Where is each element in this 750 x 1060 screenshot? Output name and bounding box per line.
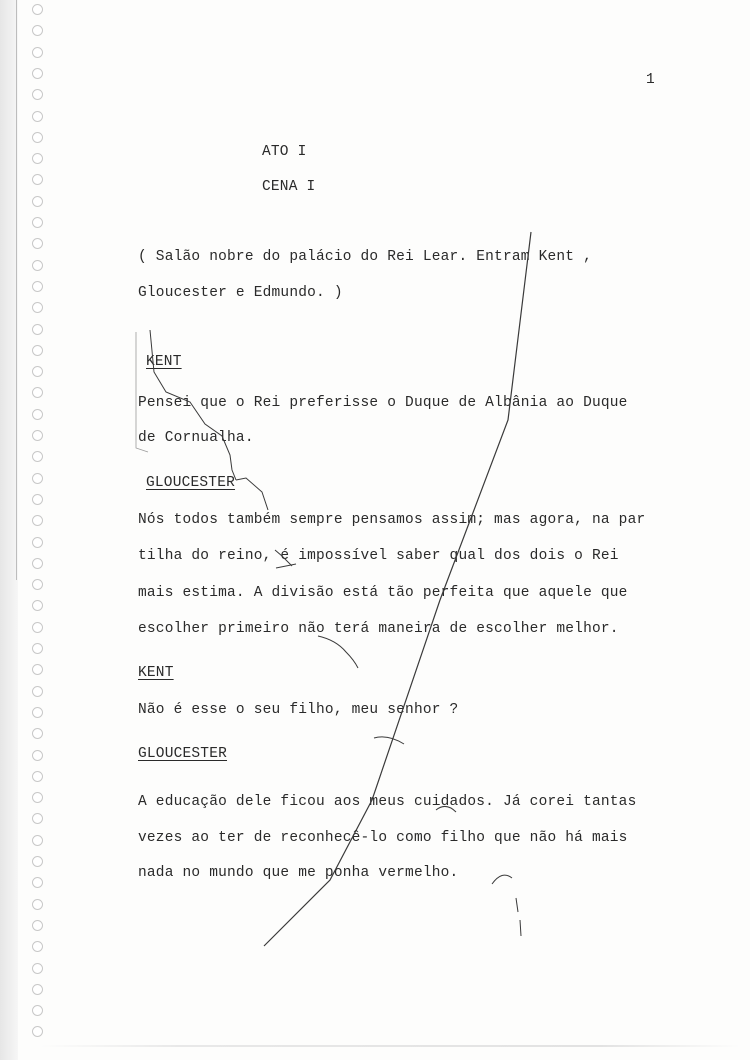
pencil-curl — [492, 875, 512, 884]
punch-hole — [32, 494, 43, 505]
punch-hole — [32, 260, 43, 271]
dialogue-line: nada no mundo que me ponha vermelho. — [138, 865, 459, 881]
punch-hole — [32, 984, 43, 995]
punch-hole — [32, 153, 43, 164]
punch-hole — [32, 813, 43, 824]
speaker-name: KENT — [138, 665, 174, 681]
punch-hole — [32, 430, 43, 441]
punch-hole — [32, 515, 43, 526]
punch-hole — [32, 558, 43, 569]
punch-hole — [32, 920, 43, 931]
dialogue-line: mais estima. A divisão está tão perfeita que aquele que — [138, 585, 628, 601]
speaker-name: KENT — [146, 354, 182, 370]
punch-hole — [32, 877, 43, 888]
punch-hole — [32, 366, 43, 377]
pencil-tick — [520, 920, 521, 936]
pencil-tick — [516, 898, 518, 912]
punch-hole — [32, 68, 43, 79]
dialogue-line: Nós todos também sempre pensamos assim; mas agora, na par — [138, 512, 646, 528]
punch-hole — [32, 941, 43, 952]
punch-hole — [32, 281, 43, 292]
dialogue-line: de Cornualha. — [138, 430, 254, 446]
dialogue-line: A educação dele ficou aos meus cuidados. Já corei tantas — [138, 794, 637, 810]
punch-hole — [32, 707, 43, 718]
punch-hole — [32, 111, 43, 122]
punch-hole — [32, 25, 43, 36]
punch-hole — [32, 409, 43, 420]
punch-hole — [32, 1005, 43, 1016]
punch-hole — [32, 4, 43, 15]
speaker-name: GLOUCESTER — [146, 475, 236, 491]
punch-hole — [32, 473, 43, 484]
punch-hole — [32, 89, 43, 100]
punched-holes-column — [32, 0, 48, 1060]
punch-hole — [32, 217, 43, 228]
pencil-curl — [374, 737, 404, 744]
punch-hole — [32, 196, 43, 207]
stage-direction-line: Gloucester e Edmundo. ) — [138, 285, 343, 301]
punch-hole — [32, 622, 43, 633]
punch-hole — [32, 537, 43, 548]
scan-edge-smudge — [40, 1045, 740, 1047]
punch-hole — [32, 174, 43, 185]
punch-hole — [32, 664, 43, 675]
punch-hole — [32, 132, 43, 143]
punch-hole — [32, 728, 43, 739]
dialogue-line: Não é esse o seu filho, meu senhor ? — [138, 702, 459, 718]
punch-hole — [32, 963, 43, 974]
punch-hole — [32, 600, 43, 611]
punch-hole — [32, 1026, 43, 1037]
page-number: 1 — [646, 72, 655, 88]
punch-hole — [32, 47, 43, 58]
pencil-curl — [236, 478, 268, 510]
margin-line — [16, 0, 17, 580]
punch-hole — [32, 579, 43, 590]
scene-heading: CENA I — [262, 179, 316, 195]
stage-direction-line: ( Salão nobre do palácio do Rei Lear. Entram Kent , — [138, 249, 592, 265]
punch-hole — [32, 345, 43, 356]
act-heading: ATO I — [262, 144, 307, 160]
punch-hole — [32, 856, 43, 867]
punch-hole — [32, 643, 43, 654]
punch-hole — [32, 686, 43, 697]
punch-hole — [32, 302, 43, 313]
dialogue-line: tilha do reino, é impossível saber qual dos dois o Rei — [138, 548, 619, 564]
punch-hole — [32, 238, 43, 249]
punch-hole — [32, 899, 43, 910]
punch-hole — [32, 324, 43, 335]
speaker-name: GLOUCESTER — [138, 746, 228, 762]
punch-hole — [32, 835, 43, 846]
punch-hole — [32, 387, 43, 398]
dialogue-line: vezes ao ter de reconhecê-lo como filho que não há mais — [138, 830, 628, 846]
punch-hole — [32, 750, 43, 761]
punch-hole — [32, 792, 43, 803]
punch-hole — [32, 771, 43, 782]
punch-hole — [32, 451, 43, 462]
dialogue-line: escolher primeiro não terá maneira de escolher melhor. — [138, 621, 619, 637]
dialogue-line: Pensei que o Rei preferisse o Duque de Albânia ao Duque — [138, 395, 628, 411]
pencil-curl — [318, 636, 358, 668]
